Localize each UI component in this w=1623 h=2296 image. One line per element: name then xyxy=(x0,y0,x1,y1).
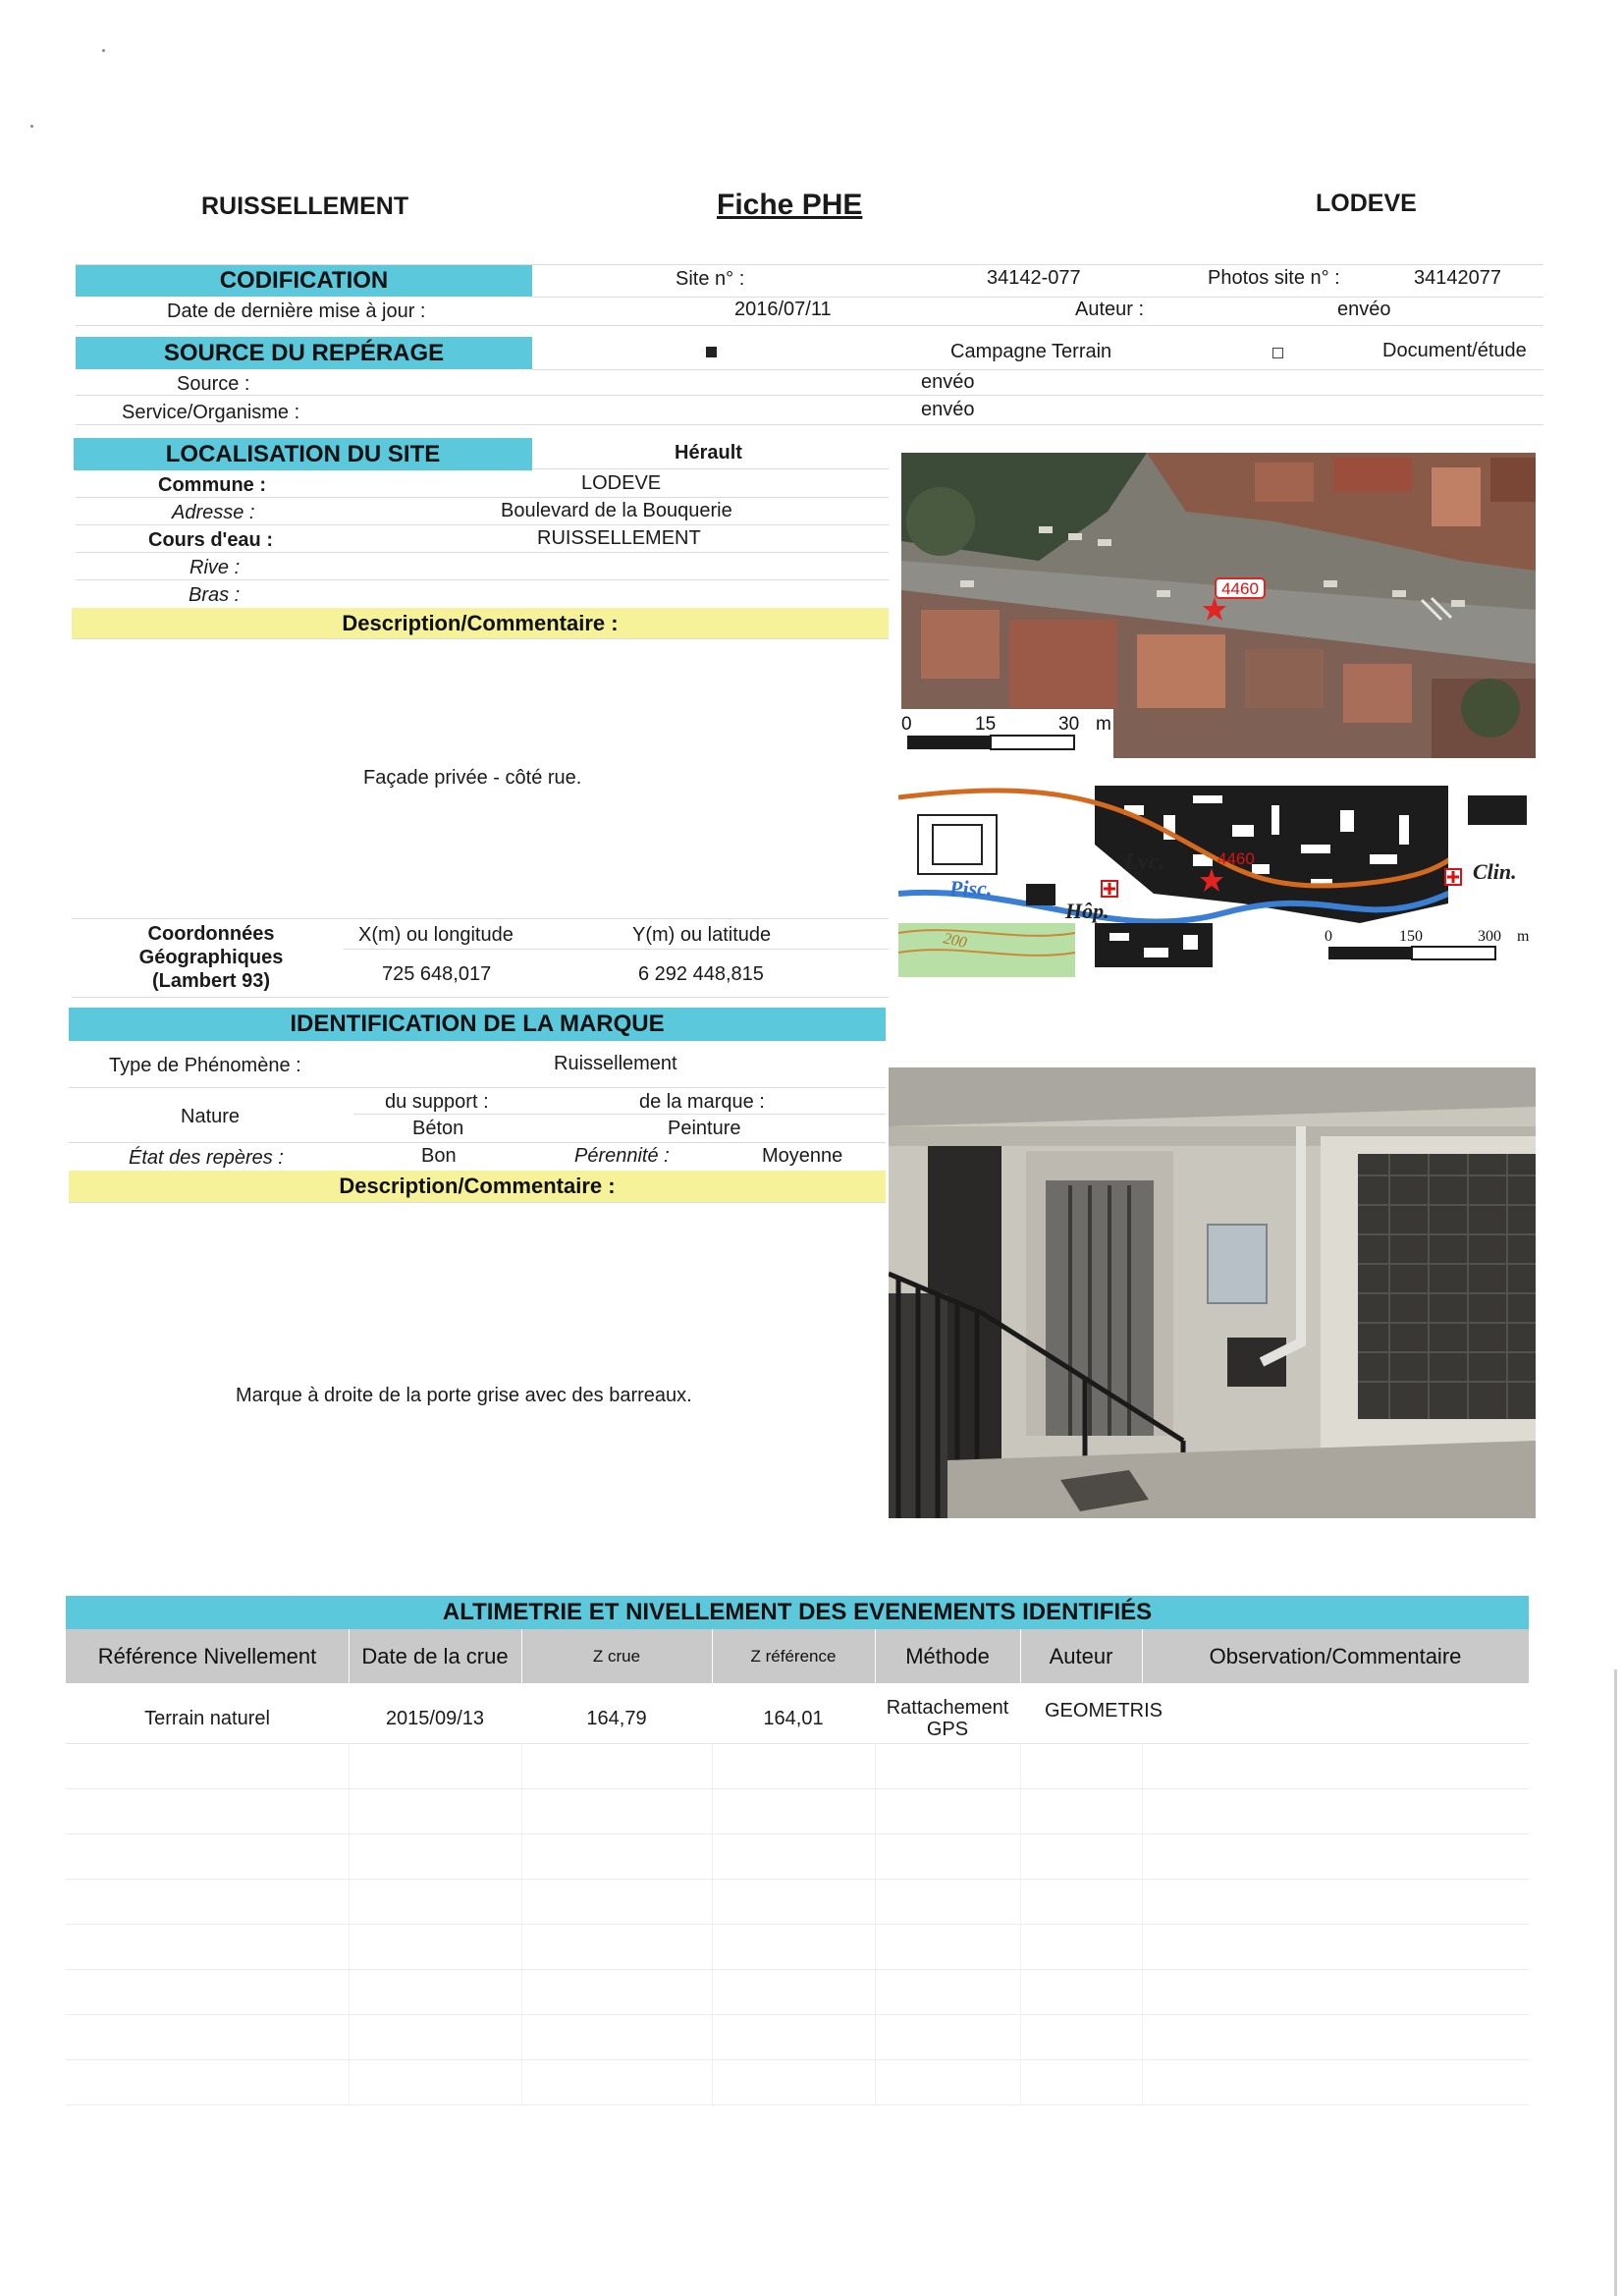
x-coordinate-value: 725 648,017 xyxy=(382,963,492,985)
svg-text:300: 300 xyxy=(1478,928,1501,945)
cours-eau-value: RUISSELLEMENT xyxy=(537,527,701,549)
identification-description-value: Marque à droite de la porte grise avec des barreaux. xyxy=(236,1385,692,1406)
author-label: Auteur : xyxy=(1075,299,1145,320)
source-label: Source : xyxy=(177,373,250,395)
service-value: envéo xyxy=(921,399,975,420)
svg-text:0: 0 xyxy=(1325,928,1332,945)
commune-label: Commune : xyxy=(158,474,266,496)
support-label: du support : xyxy=(385,1091,489,1113)
marque-value: Peinture xyxy=(668,1118,741,1139)
header-left-title: RUISSELLEMENT xyxy=(201,192,409,220)
phenomenon-type-label: Type de Phénomène : xyxy=(109,1055,301,1076)
option-document-label: Document/étude xyxy=(1382,340,1527,361)
coordinates-label-line1: Coordonnées xyxy=(147,923,275,945)
altimetrie-header: ALTIMETRIE ET NIVELLEMENT DES EVENEMENTS IDENTIFIÉS xyxy=(66,1596,1529,1629)
service-label: Service/Organisme : xyxy=(122,402,300,423)
marque-label: de la marque : xyxy=(639,1091,765,1113)
site-number-value: 34142-077 xyxy=(987,267,1081,289)
source-value: envéo xyxy=(921,371,975,393)
svg-text:15: 15 xyxy=(975,714,997,735)
codification-header: CODIFICATION xyxy=(76,264,532,297)
checkbox-document-unchecked-icon[interactable] xyxy=(1272,348,1283,358)
update-date-label: Date de dernière mise à jour : xyxy=(167,301,426,322)
source-header: SOURCE DU REPÉRAGE xyxy=(76,337,532,369)
localisation-description-value: Façade privée - côté rue. xyxy=(363,767,582,789)
page-title: Fiche PHE xyxy=(717,189,863,221)
localisation-description-header: Description/Commentaire : xyxy=(72,608,889,639)
col-methode: Méthode xyxy=(875,1629,1021,1683)
svg-text:Hôp.: Hôp. xyxy=(1065,899,1109,923)
phenomenon-type-value: Ruissellement xyxy=(554,1053,677,1074)
x-coordinate-label: X(m) ou longitude xyxy=(358,924,514,946)
svg-text:Lyc.: Lyc. xyxy=(1124,849,1165,875)
perennite-value: Moyenne xyxy=(762,1145,843,1167)
checkbox-campaign-checked-icon[interactable] xyxy=(706,347,717,357)
scan-speck xyxy=(102,49,105,52)
coordinates-label-line2: Géographiques xyxy=(138,947,284,968)
commune-value: LODEVE xyxy=(581,472,662,494)
scan-speck xyxy=(30,125,33,128)
table-cell-reference: Terrain naturel xyxy=(144,1708,270,1729)
rive-label: Rive : xyxy=(189,557,241,578)
photos-site-label: Photos site n° : xyxy=(1208,267,1340,289)
option-campaign-label: Campagne Terrain xyxy=(950,341,1112,362)
svg-text:m: m xyxy=(1517,928,1530,945)
update-date-value: 2016/07/11 xyxy=(734,299,832,320)
localisation-header: LOCALISATION DU SITE xyxy=(74,438,532,470)
table-cell-observation xyxy=(1142,1689,1529,1748)
svg-text:Clin.: Clin. xyxy=(1473,859,1517,884)
nature-label: Nature xyxy=(181,1106,241,1127)
svg-text:0: 0 xyxy=(901,714,912,735)
identification-description-header: Description/Commentaire : xyxy=(69,1171,886,1202)
table-cell-methode: Rattachement GPS xyxy=(886,1697,1009,1740)
etat-reperes-value: Bon xyxy=(421,1145,457,1167)
svg-text:Pisc.: Pisc. xyxy=(949,876,993,901)
col-auteur: Auteur xyxy=(1020,1629,1143,1683)
svg-text:4460: 4460 xyxy=(1217,849,1255,868)
col-z-reference: Z référence xyxy=(712,1629,876,1683)
author-value: envéo xyxy=(1337,299,1391,320)
table-cell-z-reference: 164,01 xyxy=(763,1708,824,1729)
support-value: Béton xyxy=(412,1118,464,1139)
site-photo-image xyxy=(889,1067,1536,1518)
col-date-crue: Date de la crue xyxy=(349,1629,522,1683)
svg-text:30: 30 xyxy=(1058,714,1080,735)
coordinates-label-line3: (Lambert 93) xyxy=(151,970,271,992)
aerial-map-image xyxy=(901,453,1536,758)
y-coordinate-label: Y(m) ou latitude xyxy=(632,924,772,946)
adresse-label: Adresse : xyxy=(172,502,255,523)
perennite-label: Pérennité : xyxy=(574,1145,670,1167)
table-cell-date-crue: 2015/09/13 xyxy=(385,1708,485,1729)
department-value: Hérault xyxy=(675,442,742,464)
svg-text:4460: 4460 xyxy=(1221,579,1259,598)
col-z-crue: Z crue xyxy=(521,1629,713,1683)
photos-site-value: 34142077 xyxy=(1414,267,1501,289)
col-observation: Observation/Commentaire xyxy=(1209,1643,1462,1668)
identification-header: IDENTIFICATION DE LA MARQUE xyxy=(69,1008,886,1041)
table-cell-z-crue: 164,79 xyxy=(586,1708,647,1729)
site-number-label: Site n° : xyxy=(676,268,745,290)
svg-text:m: m xyxy=(1096,714,1111,735)
etat-reperes-label: État des repères : xyxy=(129,1147,284,1169)
table-cell-auteur: GEOMETRIS xyxy=(1044,1700,1163,1722)
col-reference-nivellement: Référence Nivellement xyxy=(66,1629,350,1683)
svg-text:150: 150 xyxy=(1399,928,1423,945)
y-coordinate-value: 6 292 448,815 xyxy=(638,963,764,985)
header-right-title: LODEVE xyxy=(1316,190,1417,217)
scan-edge-shadow xyxy=(1614,1669,1617,2296)
altimetrie-table-header xyxy=(66,1629,1529,1683)
adresse-value: Boulevard de la Bouquerie xyxy=(501,500,732,521)
topo-map-image xyxy=(898,786,1535,977)
svg-text:200: 200 xyxy=(942,930,969,952)
bras-label: Bras : xyxy=(189,584,241,606)
cours-eau-label: Cours d'eau : xyxy=(148,529,273,551)
